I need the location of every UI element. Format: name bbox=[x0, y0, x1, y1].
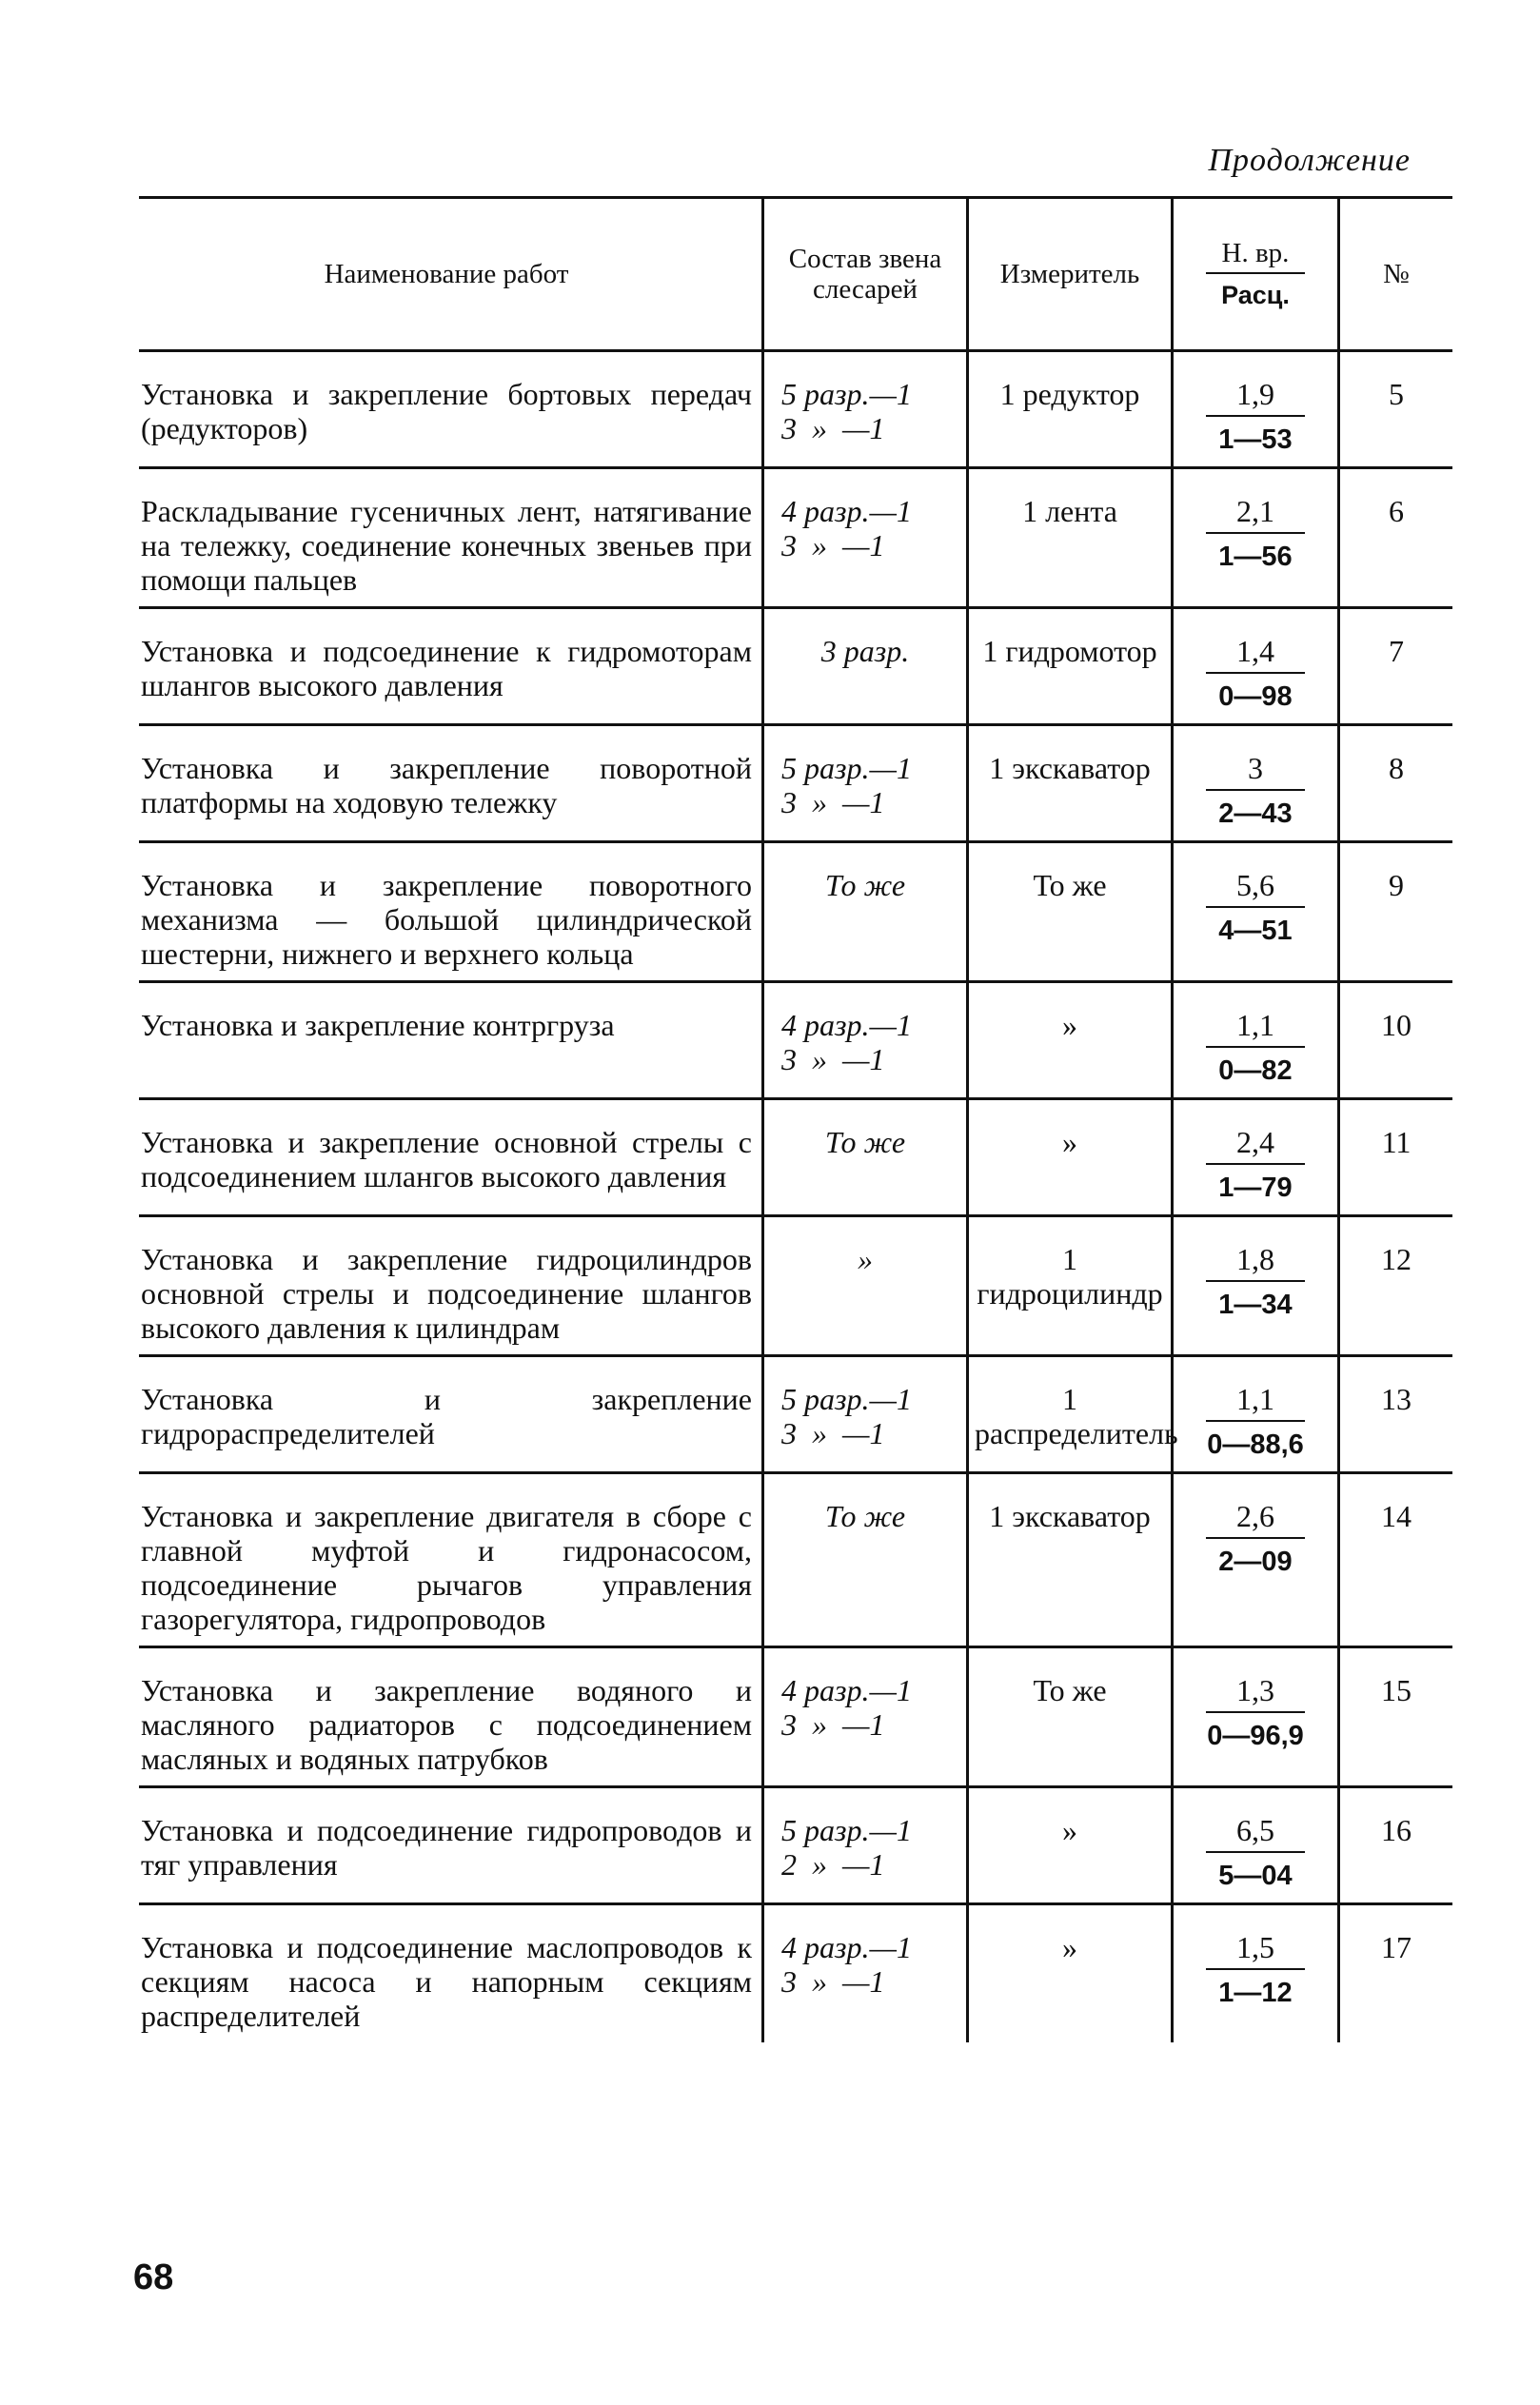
page-number: 68 bbox=[133, 2257, 174, 2297]
cell-norm-rate bbox=[1173, 1647, 1339, 1787]
cell-row-number: 16 bbox=[1339, 1787, 1453, 1904]
crew-line: » bbox=[858, 1242, 873, 1276]
rate-value: 1—12 bbox=[1218, 1978, 1293, 2008]
table-row bbox=[139, 1216, 1452, 1356]
cell-row-number: 17 bbox=[1339, 1904, 1453, 2043]
cell-work-name: Установка и закрепление водяного и масляного радиаторов с подсоединением масляных и водяных патрубков bbox=[139, 1647, 763, 1787]
norm-rate-fraction bbox=[1206, 1930, 1305, 2010]
rate-value: 0—82 bbox=[1218, 1055, 1293, 1086]
rate-value: 1—34 bbox=[1218, 1290, 1293, 1320]
cell-measure: 1 редуктор bbox=[968, 351, 1173, 468]
crew-line: То же bbox=[824, 868, 906, 902]
cell-crew bbox=[763, 1216, 968, 1356]
cell-row-number: 9 bbox=[1339, 842, 1453, 982]
header-number: № bbox=[1339, 198, 1453, 351]
cell-norm-rate bbox=[1173, 468, 1339, 608]
cell-measure: То же bbox=[968, 1647, 1173, 1787]
crew-line: 4 разр.—1 bbox=[781, 1930, 912, 1964]
norm-time: 6,5 bbox=[1206, 1813, 1305, 1853]
rate-value: 0—98 bbox=[1218, 681, 1293, 712]
cell-crew bbox=[763, 982, 968, 1099]
crew-line: 4 разр.—1 bbox=[781, 1673, 912, 1707]
cell-crew bbox=[763, 468, 968, 608]
header-measure: Измеритель bbox=[968, 198, 1173, 351]
table-header-row bbox=[139, 198, 1452, 351]
cell-measure: » bbox=[968, 1787, 1173, 1904]
rate-value: 5—04 bbox=[1218, 1861, 1293, 1891]
cell-work-name: Установка и закрепление двигателя в сборе с главной муфтой и гидронасосом, подсоединение рычагов управления газорегулятора, гидропроводов bbox=[139, 1473, 763, 1647]
cell-row-number: 8 bbox=[1339, 725, 1453, 842]
cell-crew bbox=[763, 1356, 968, 1473]
norm-time: 3 bbox=[1206, 751, 1305, 791]
cell-norm-rate bbox=[1173, 725, 1339, 842]
norm-rate-fraction bbox=[1206, 1008, 1305, 1088]
crew-line: 4 разр.—1 bbox=[781, 494, 912, 528]
header-norm-bottom: Расц. bbox=[1221, 281, 1290, 309]
rate-value: 1—53 bbox=[1218, 424, 1293, 455]
cell-norm-rate bbox=[1173, 1473, 1339, 1647]
cell-norm-rate bbox=[1173, 1356, 1339, 1473]
cell-crew bbox=[763, 842, 968, 982]
cell-work-name: Установка и закрепление поворотного механизма — большой цилиндрической шестерни, нижнего и верхнего кольца bbox=[139, 842, 763, 982]
table-row bbox=[139, 842, 1452, 982]
crew-line: 3 » —1 bbox=[781, 1964, 885, 1999]
cell-crew bbox=[763, 351, 968, 468]
table-row bbox=[139, 1904, 1452, 2043]
norm-time: 1,3 bbox=[1206, 1673, 1305, 1713]
cell-norm-rate bbox=[1173, 608, 1339, 725]
crew-line: 3 » —1 bbox=[781, 1707, 885, 1742]
norm-rate-fraction bbox=[1206, 751, 1305, 831]
cell-work-name: Установка и закрепление поворотной платформы на ходовую тележку bbox=[139, 725, 763, 842]
norm-rate-fraction bbox=[1206, 1125, 1305, 1205]
cell-row-number: 11 bbox=[1339, 1099, 1453, 1216]
cell-work-name: Установка и закрепление гидроцилиндров основной стрелы и подсоединение шлангов высокого давления к цилиндрам bbox=[139, 1216, 763, 1356]
cell-crew bbox=[763, 608, 968, 725]
work-norms-table bbox=[139, 196, 1452, 2042]
cell-crew bbox=[763, 1099, 968, 1216]
cell-work-name: Установка и закрепление контргруза bbox=[139, 982, 763, 1099]
norm-time: 5,6 bbox=[1206, 868, 1305, 908]
crew-line: 5 разр.—1 bbox=[781, 751, 912, 785]
crew-line: 3 » —1 bbox=[781, 1042, 885, 1076]
cell-norm-rate bbox=[1173, 1099, 1339, 1216]
table-row bbox=[139, 351, 1452, 468]
header-name: Наименование работ bbox=[139, 198, 763, 351]
norm-time: 2,4 bbox=[1206, 1125, 1305, 1165]
header-norm bbox=[1173, 198, 1339, 351]
cell-work-name: Установка и закрепление гидрораспределителей bbox=[139, 1356, 763, 1473]
norm-time: 1,5 bbox=[1206, 1930, 1305, 1970]
cell-measure: » bbox=[968, 982, 1173, 1099]
table-row bbox=[139, 608, 1452, 725]
cell-row-number: 6 bbox=[1339, 468, 1453, 608]
crew-line: 3 » —1 bbox=[781, 411, 885, 445]
norm-time: 1,8 bbox=[1206, 1242, 1305, 1282]
cell-measure: То же bbox=[968, 842, 1173, 982]
cell-measure: 1 распределитель bbox=[968, 1356, 1173, 1473]
rate-value: 1—79 bbox=[1218, 1173, 1293, 1203]
norm-rate-fraction bbox=[1206, 634, 1305, 714]
table-row bbox=[139, 468, 1452, 608]
norm-rate-fraction bbox=[1206, 1673, 1305, 1753]
cell-measure: » bbox=[968, 1099, 1173, 1216]
rate-value: 2—43 bbox=[1218, 798, 1293, 829]
cell-row-number: 5 bbox=[1339, 351, 1453, 468]
cell-row-number: 10 bbox=[1339, 982, 1453, 1099]
norm-rate-fraction bbox=[1206, 1242, 1305, 1322]
table-row bbox=[139, 725, 1452, 842]
cell-work-name: Раскладывание гусеничных лент, натягивание на тележку, соединение конечных звеньев при помощи пальцев bbox=[139, 468, 763, 608]
norm-time: 1,4 bbox=[1206, 634, 1305, 674]
crew-line: 5 разр.—1 bbox=[781, 377, 912, 411]
cell-norm-rate bbox=[1173, 351, 1339, 468]
norm-time: 1,1 bbox=[1206, 1382, 1305, 1422]
table-row bbox=[139, 1473, 1452, 1647]
cell-row-number: 15 bbox=[1339, 1647, 1453, 1787]
crew-line: 4 разр.—1 bbox=[781, 1008, 912, 1042]
crew-line: 3 » —1 bbox=[781, 785, 885, 819]
cell-norm-rate bbox=[1173, 1216, 1339, 1356]
rate-value: 2—09 bbox=[1218, 1547, 1293, 1577]
table-row bbox=[139, 1647, 1452, 1787]
cell-norm-rate bbox=[1173, 1787, 1339, 1904]
crew-line: 3 » —1 bbox=[781, 1416, 885, 1450]
cell-work-name: Установка и подсоединение к гидромоторам шлангов высокого давления bbox=[139, 608, 763, 725]
norm-rate-fraction bbox=[1206, 1813, 1305, 1893]
crew-line: 5 разр.—1 bbox=[781, 1382, 912, 1416]
rate-value: 4—51 bbox=[1218, 916, 1293, 946]
cell-measure: 1 экскаватор bbox=[968, 725, 1173, 842]
norm-time: 2,6 bbox=[1206, 1499, 1305, 1539]
cell-measure: 1 лента bbox=[968, 468, 1173, 608]
norm-time: 1,9 bbox=[1206, 377, 1305, 417]
norm-rate-fraction bbox=[1206, 1382, 1305, 1462]
cell-measure: » bbox=[968, 1904, 1173, 2043]
table-body bbox=[139, 351, 1452, 2043]
header-norm-top: Н. вр. bbox=[1206, 238, 1305, 274]
table-row bbox=[139, 1787, 1452, 1904]
crew-line: 5 разр.—1 bbox=[781, 1813, 912, 1847]
table-row bbox=[139, 982, 1452, 1099]
crew-line: То же bbox=[824, 1499, 906, 1533]
header-norm-fraction bbox=[1206, 238, 1305, 310]
norm-rate-fraction bbox=[1206, 494, 1305, 574]
cell-work-name: Установка и закрепление основной стрелы с подсоединением шлангов высокого давления bbox=[139, 1099, 763, 1216]
crew-line: То же bbox=[824, 1125, 906, 1159]
cell-measure: 1 гидромотор bbox=[968, 608, 1173, 725]
norm-rate-fraction bbox=[1206, 868, 1305, 948]
cell-crew bbox=[763, 1904, 968, 2043]
norm-rate-fraction bbox=[1206, 377, 1305, 457]
header-crew: Состав звена слесарей bbox=[763, 198, 968, 351]
crew-line: 2 » —1 bbox=[781, 1847, 885, 1882]
cell-row-number: 7 bbox=[1339, 608, 1453, 725]
cell-measure: 1 гидроцилиндр bbox=[968, 1216, 1173, 1356]
norm-time: 1,1 bbox=[1206, 1008, 1305, 1048]
cell-crew bbox=[763, 1647, 968, 1787]
cell-work-name: Установка и закрепление бортовых передач (редукторов) bbox=[139, 351, 763, 468]
cell-row-number: 12 bbox=[1339, 1216, 1453, 1356]
cell-norm-rate bbox=[1173, 1904, 1339, 2043]
table-row bbox=[139, 1099, 1452, 1216]
crew-line: 3 разр. bbox=[820, 634, 910, 668]
cell-row-number: 13 bbox=[1339, 1356, 1453, 1473]
norm-time: 2,1 bbox=[1206, 494, 1305, 534]
continuation-label: Продолжение bbox=[1208, 143, 1411, 178]
rate-value: 0—96,9 bbox=[1207, 1721, 1304, 1751]
cell-work-name: Установка и подсоединение гидропроводов и тяг управления bbox=[139, 1787, 763, 1904]
rate-value: 1—56 bbox=[1218, 542, 1293, 572]
cell-crew bbox=[763, 1473, 968, 1647]
cell-crew bbox=[763, 1787, 968, 1904]
cell-crew bbox=[763, 725, 968, 842]
cell-norm-rate bbox=[1173, 982, 1339, 1099]
cell-row-number: 14 bbox=[1339, 1473, 1453, 1647]
crew-line: 3 » —1 bbox=[781, 528, 885, 562]
norm-rate-fraction bbox=[1206, 1499, 1305, 1579]
cell-work-name: Установка и подсоединение маслопроводов к секциям насоса и напорным секциям распределителей bbox=[141, 1930, 752, 2033]
cell-norm-rate bbox=[1173, 842, 1339, 982]
cell-measure: 1 экскаватор bbox=[968, 1473, 1173, 1647]
table-row bbox=[139, 1356, 1452, 1473]
rate-value: 0—88,6 bbox=[1207, 1429, 1304, 1460]
